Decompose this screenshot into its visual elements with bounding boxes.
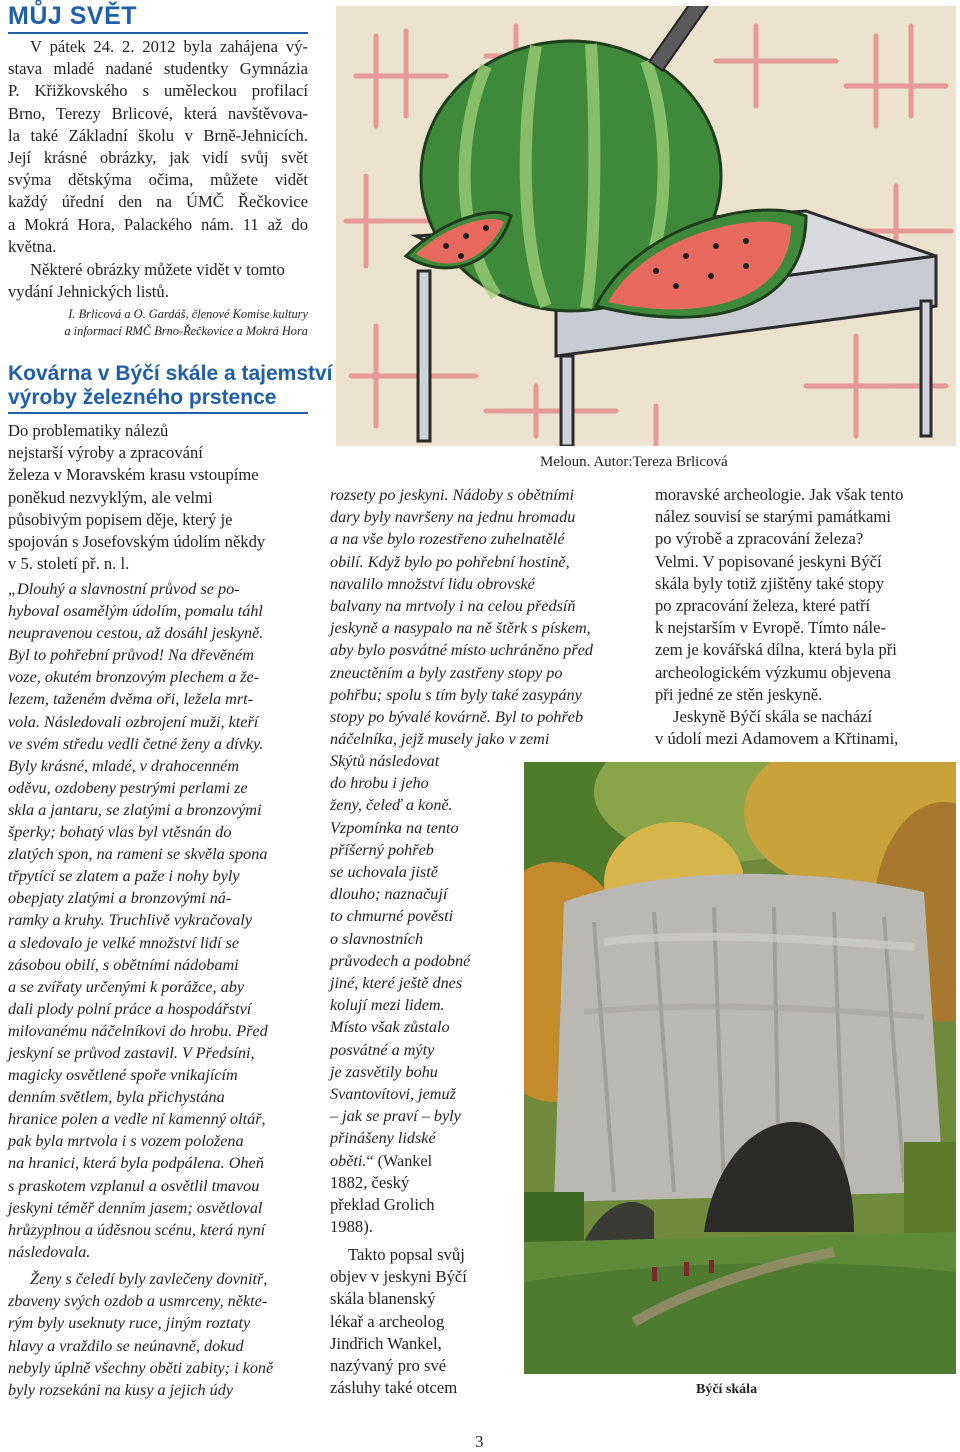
- paragraph-line: v údolí mezi Adamovem a Křtinami,: [655, 729, 899, 749]
- paragraph-line: nazývaný pro své: [330, 1356, 447, 1376]
- quote-line: je zasvětily bohu: [330, 1062, 438, 1081]
- quote-line: „Dlouhý a slavnostní průvod se po-: [8, 580, 240, 598]
- quote-line: magicky osvětlené spoře vnikajícím: [8, 1066, 238, 1085]
- intro-line: svýma dětskýma očima, můžete vidět: [8, 170, 308, 190]
- column-2-narrow-quote: [330, 750, 500, 1172]
- quote-line: jeskyní se průvod zastavil. V Předsíni,: [8, 1043, 255, 1062]
- intro-note-line: vydání Jehnických listů.: [8, 282, 169, 302]
- quote-line: aby bylo posvátné místo uchráněno před: [330, 641, 593, 660]
- quote-line: a na vše bylo rozestřeno zuhelnatělé: [330, 530, 565, 549]
- quote-line: hyboval osamělým údolím, pomalu táhl: [8, 602, 263, 621]
- quote-line: příšerný pohřeb: [330, 840, 434, 859]
- paragraph-line: moravské archeologie. Jak však tento: [655, 485, 904, 504]
- quote-line: voze, okutém bronzovým plechem a že-: [8, 668, 260, 687]
- article-lead: [8, 420, 308, 575]
- quote-line: pohřbu; spolu s tím byly také zasypány: [330, 685, 582, 704]
- quote-end: oběti.: [330, 1151, 367, 1170]
- lead-line: poněkud nezvyklým, ale velmi: [8, 487, 213, 507]
- quote-line: – jak se praví – byly: [330, 1107, 461, 1126]
- paragraph-line: Jeskyně Býčí skála se nachází: [673, 707, 873, 727]
- quote-line: ženy, čeleď a koně.: [330, 796, 453, 815]
- quote-line: ve svém středu vedli četné ženy a dívky.: [8, 734, 264, 753]
- citation-line: [330, 1150, 500, 1172]
- quote-line: jeskyně a nasypalo na ně štěrk s pískem,: [330, 619, 591, 638]
- paragraph-line: Jindřich Wankel,: [330, 1333, 442, 1353]
- quote-line: následovala.: [8, 1242, 91, 1261]
- column-2-paragraph: [330, 1244, 500, 1399]
- quote-line: dary byly navršeny na jednu hromadu: [330, 508, 576, 527]
- quote-line: vola. Následovali ozbrojení muži, kteří: [8, 712, 259, 731]
- quote-line: hlavy a vraždilo se neúnavně, dokud: [8, 1336, 244, 1355]
- quote-line: Skýtů následovat: [330, 752, 440, 770]
- citation-line: 1882, český: [330, 1173, 410, 1192]
- signature-line: a informací RMČ Brno-Řečkovice a Mokrá Hora: [64, 324, 308, 338]
- quote-line: zlatých spon, na rameni se skvěla spona: [8, 845, 268, 864]
- quote-line: neupravenou cestou, až dosáhl jeskyně.: [8, 624, 264, 643]
- quote-line: do hrobu i jeho: [330, 774, 429, 793]
- quote-line: denním světlem, byla přichystána: [8, 1088, 225, 1107]
- paragraph-line: objev v jeskyni Býčí: [330, 1267, 467, 1287]
- signature-line: I. Brlicová a O. Gardáš, členové Komise kultury: [68, 307, 308, 321]
- quote-line: jiné, které ještě dnes: [330, 974, 463, 993]
- intro-line: P. Křižkovského s uměleckou profilací: [8, 81, 308, 101]
- quote-line: Vzpomínka na tento: [330, 818, 459, 837]
- quote-line: na hranici, která byla podpálena. Oheň: [8, 1154, 264, 1173]
- intro-line: la také Základní školu v Brně-Jehnicích.: [8, 125, 308, 145]
- quote-line: se uchovala jistě: [330, 863, 438, 882]
- paragraph-line: skála blanenský: [330, 1289, 436, 1309]
- section-title-rule: [8, 32, 308, 34]
- quote-line: balvany na mrtvoly i na celou předsíň: [330, 597, 576, 616]
- quote-line: rým byly useknuty ruce, jiným roztaty: [8, 1314, 251, 1333]
- watermelon-painting: [336, 6, 956, 446]
- quote-line: průvodech a podobné: [330, 951, 471, 970]
- quote-line: dlouho; naznačují: [330, 885, 448, 904]
- column-2-quote: [330, 484, 630, 750]
- intro-line: a Mokrá Hora, Palackého nám. 11 až do: [8, 214, 308, 234]
- watermelon-painting-svg: [336, 6, 956, 446]
- quote-line: s praskotem vzplanul a osvětlil tmavou: [8, 1176, 260, 1195]
- quote-line: Ženy s čeledí byly zavlečeny dovnitř,: [30, 1270, 268, 1288]
- paragraph-line: lékař a archeolog: [330, 1311, 445, 1331]
- article-title-line: výroby železného prstence: [8, 386, 277, 409]
- intro-signature: [8, 306, 308, 340]
- paragraph-line: archeologickém výzkumu objevena: [655, 662, 891, 682]
- paragraph-line: k nejstarším v Evropě. Tímto nále-: [655, 618, 887, 638]
- quote-line: hrůzyplnou a úděsnou scénu, která nyní: [8, 1220, 266, 1239]
- intro-line: stava mladé nadané studentky Gymnázia: [8, 59, 308, 79]
- lead-line: působivým popisem děje, který je: [8, 509, 233, 529]
- quote-line: obepjaty zlatými a bronzovými ná-: [8, 889, 232, 908]
- paragraph-line: po výrobě a zpracování železa?: [655, 529, 864, 549]
- column-3-paragraph: [655, 484, 955, 750]
- quote-line: byly rozsekáni na kusy a jejich údy: [8, 1381, 234, 1400]
- quote-line: zásobou obilí, s obětními nádobami: [8, 955, 239, 974]
- paragraph-line: Velmi. V popisované jeskyni Býčí: [655, 551, 882, 571]
- article-title-rule: [8, 412, 308, 414]
- intro-line: května.: [8, 236, 57, 256]
- paragraph-line: nález souvisí se starými památkami: [655, 507, 891, 527]
- quote-line: a sledovalo je velké množství lidí se: [8, 933, 240, 952]
- quote-line: posvátné a mýty: [330, 1040, 435, 1059]
- citation-start: “ (Wankel: [366, 1151, 433, 1170]
- quote-line: Byl to pohřební průvod! Na dřevěném: [8, 646, 254, 665]
- photo-caption: Býčí skála: [696, 1382, 758, 1397]
- article-quote: [8, 578, 308, 1263]
- quote-line: Byly krásné, mladé, v drahocenném: [8, 756, 240, 775]
- paragraph-line: zásluhy také otcem: [330, 1378, 458, 1398]
- quote-line: lezem, taženém dvěma oři, ležela mrt-: [8, 690, 254, 709]
- intro-paragraph: [8, 36, 308, 258]
- quote-line: stopy po bývalé kovárně. Byl to pohřeb: [330, 708, 584, 727]
- paragraph-line: při jedné ze stěn jeskyně.: [655, 684, 823, 704]
- intro-line: Brno, Terezy Brlicové, která navštěvova-: [8, 103, 308, 123]
- quote-line: nebyly úplně všechny oběti zabity; i koně: [8, 1358, 274, 1377]
- intro-note: [8, 259, 308, 303]
- quote-line: ramky a kruhy. Truchlivě vykračovaly: [8, 911, 253, 930]
- article-quote-2: [8, 1268, 308, 1401]
- citation-line: 1988).: [330, 1217, 373, 1237]
- quote-line: Svantovítovi, jemuž: [330, 1085, 456, 1104]
- quote-line: hranice polen a vedle ní kamenný oltář,: [8, 1110, 266, 1129]
- intro-line: V pátek 24. 2. 2012 byla zahájena vý-: [30, 37, 308, 56]
- cave-photo-svg: [524, 762, 956, 1374]
- quote-line: zbaveny svých ozdob a usmrceny, někte-: [8, 1292, 268, 1311]
- quote-line: a se zvířaty určenými k porážce, aby: [8, 977, 244, 996]
- lead-line: v 5. století př. n. l.: [8, 554, 130, 574]
- lead-line: spojován s Josefovským údolím někdy: [8, 532, 266, 552]
- quote-line: jeskyni téměř denním jasem; osvětloval: [8, 1198, 263, 1217]
- quote-line: šperky; bohatý vlas byl vtěsnán do: [8, 823, 232, 842]
- quote-line: oděvu, ozdobeny pestrými perlami ze: [8, 778, 248, 797]
- quote-line: zneuctěním a byly zastřeny stopy po: [330, 663, 563, 682]
- citation-line: překlad Grolich: [330, 1195, 435, 1215]
- lead-line: Do problematiky nálezů: [8, 421, 169, 440]
- section-title: MŮJ SVĚT: [8, 2, 138, 30]
- quote-line: milovanému náčelníkovi do hrobu. Před: [8, 1021, 268, 1040]
- lead-line: železa v Moravském krasu vstoupíme: [8, 465, 259, 485]
- quote-line: obilí. Když bylo po pohřební hostině,: [330, 552, 570, 571]
- intro-line: Její krásné obrázky, jak vidí svůj svět: [8, 148, 308, 168]
- quote-line: náčelníka, jejž musely jako v zemi: [330, 730, 550, 749]
- quote-line: to chmurné pověsti: [330, 907, 454, 926]
- article-title: [8, 362, 333, 410]
- quote-line: rozsety po jeskyni. Nádoby s obětními: [330, 486, 574, 504]
- page-number: 3: [475, 1432, 484, 1451]
- cave-photo: [524, 762, 956, 1374]
- citation: [330, 1172, 500, 1239]
- quote-line: třpytící se zlatem a paže i nohy byly: [8, 867, 240, 886]
- quote-line: pak byla mrtvola i s vozem položena: [8, 1132, 244, 1151]
- quote-line: dali plody polní práce a hospodářství: [8, 999, 252, 1018]
- paragraph-line: skála byly totiž zjištěny také stopy: [655, 573, 885, 593]
- intro-note-line: Některé obrázky můžete vidět v tomto: [30, 260, 285, 279]
- intro-line: každý úřední den na ÚMČ Řečkovice: [8, 192, 308, 212]
- article-title-line: Kovárna v Býčí skále a tajemství: [8, 362, 333, 385]
- paragraph-line: zem je kovářská dílna, která byla při: [655, 640, 897, 660]
- paragraph-line: Takto popsal svůj: [348, 1245, 465, 1264]
- quote-line: skla a jantaru, se zlatými a bronzovými: [8, 800, 262, 819]
- paragraph-line: po zpracování železa, které patří: [655, 596, 871, 616]
- lead-line: nejstarší výroby a zpracování: [8, 443, 203, 463]
- quote-line: přinášeny lidské: [330, 1129, 436, 1148]
- painting-caption: Meloun. Autor:Tereza Brlicová: [540, 454, 728, 470]
- quote-line: kolují mezi lidem.: [330, 996, 445, 1015]
- quote-line: Místo však zůstalo: [330, 1018, 450, 1037]
- quote-line: navalilo množství lidu obrovské: [330, 574, 535, 593]
- quote-line: o slavnostních: [330, 929, 424, 948]
